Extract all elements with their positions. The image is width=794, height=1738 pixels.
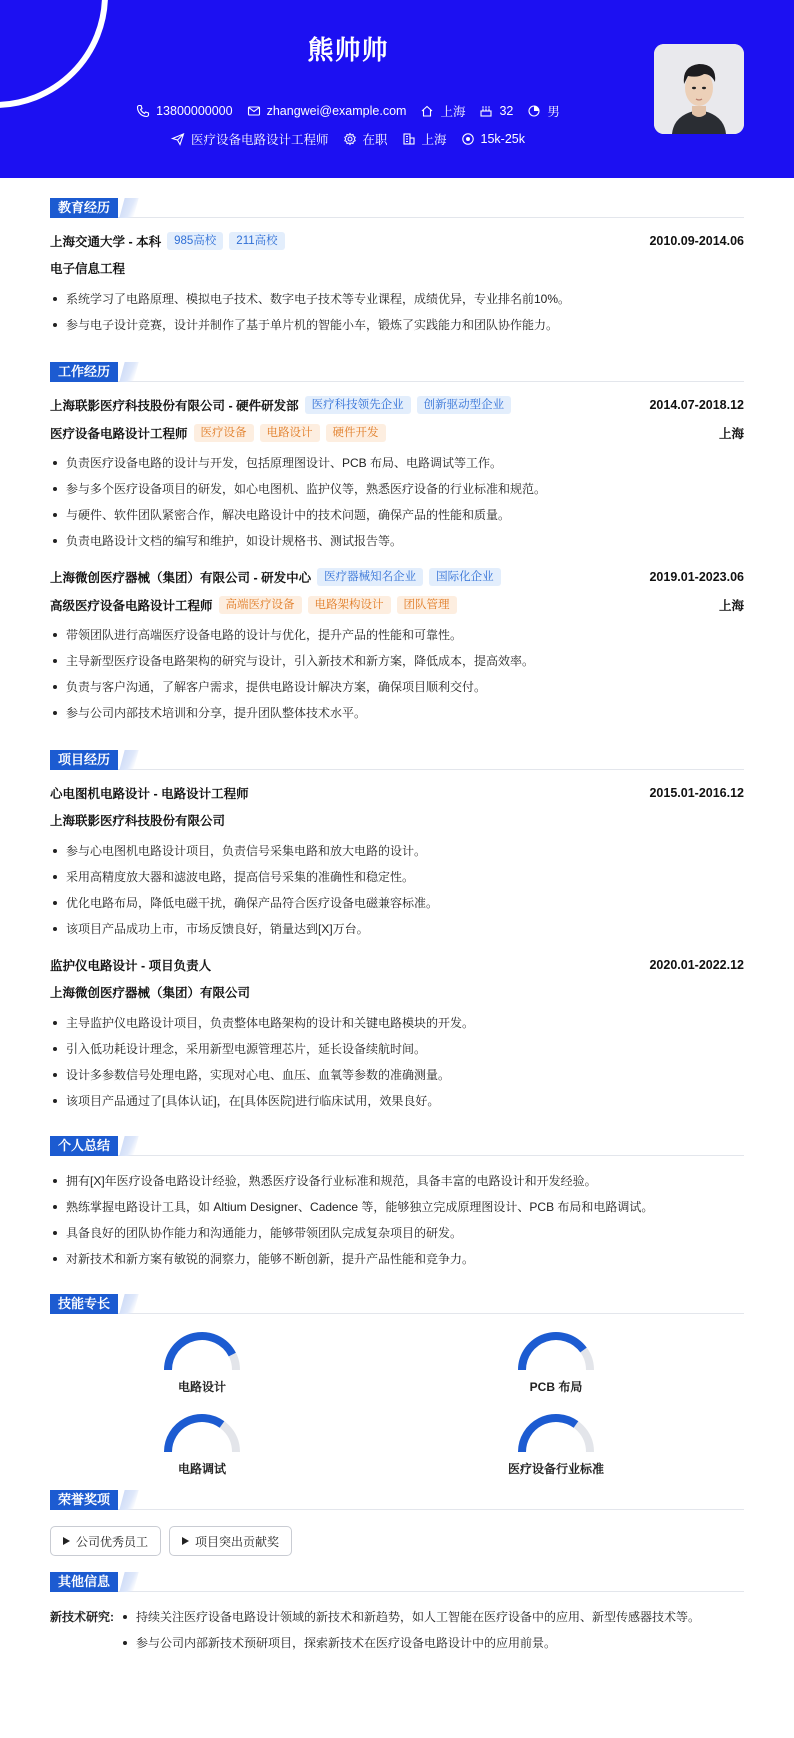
list-item: 引入低功耗设计理念，采用新型电源管理芯片，延长设备续航时间。 <box>50 1036 744 1062</box>
target-city-value: 上海 <box>421 133 447 147</box>
list-item: 主导新型医疗设备电路架构的研究与设计，引入新技术和新方案，降低成本，提高效率。 <box>50 648 744 674</box>
section-title: 其他信息 <box>50 1572 118 1592</box>
award-badge <box>50 1526 161 1556</box>
list-item: 主导监护仪电路设计项目，负责整体电路架构的设计和关键电路模块的开发。 <box>50 1010 744 1036</box>
award-badge <box>169 1526 292 1556</box>
coin-icon <box>461 132 475 146</box>
list-item: 带领团队进行高端医疗设备电路的设计与优化，提升产品的性能和可靠性。 <box>50 622 744 648</box>
status-info <box>343 130 388 148</box>
role-tag: 电路架构设计 <box>308 596 391 614</box>
projects-section-header <box>50 750 744 770</box>
company-name: 上海联影医疗科技股份有限公司 - 硬件研发部 <box>50 399 299 413</box>
job-location: 上海 <box>718 427 744 441</box>
other-section-header <box>50 1572 744 1592</box>
job-date: 2019.01-2023.06 <box>649 570 744 584</box>
company-tag: 国际化企业 <box>429 568 501 586</box>
avatar <box>654 44 744 134</box>
play-icon <box>63 1537 70 1545</box>
company-tag: 医疗器械知名企业 <box>317 568 423 586</box>
list-item: 该项目产品成功上市，市场反馈良好，销量达到[X]万台。 <box>50 916 744 942</box>
list-item: 参与心电图机电路设计项目，负责信号采集电路和放大电路的设计。 <box>50 838 744 864</box>
awards-section <box>50 1490 744 1556</box>
skill-label: 医疗设备行业标准 <box>507 1462 604 1476</box>
awards-section-header <box>50 1490 744 1510</box>
project-date: 2020.01-2022.12 <box>649 958 744 972</box>
job-bullets <box>50 622 744 726</box>
project-bullets <box>50 838 744 942</box>
job-location: 上海 <box>718 599 744 613</box>
summary-section <box>50 1136 744 1272</box>
award-label: 项目突出贡献奖 <box>195 1534 280 1549</box>
list-item: 参与公司内部新技术预研项目，探索新技术在医疗设备电路设计中的应用前景。 <box>120 1630 700 1656</box>
target-city-info <box>402 130 447 148</box>
other-bullets <box>120 1604 700 1656</box>
gender-value: 男 <box>547 105 560 119</box>
job-company-line <box>50 566 744 588</box>
major: 电子信息工程 <box>50 262 126 276</box>
work-section <box>50 362 744 726</box>
skill-gauge-fill <box>522 1418 576 1452</box>
list-item: 系统学习了电路原理、模拟电子技术、数字电子技术等专业课程，成绩优异，专业排名前10%。 <box>50 286 744 312</box>
job-role-line <box>50 594 744 616</box>
job-entry <box>50 566 744 726</box>
role-tag: 硬件开发 <box>326 424 386 442</box>
list-item: 拥有[X]年医疗设备电路设计经验，熟悉医疗设备行业标准和规范，具备丰富的电路设计和开发经验。 <box>50 1168 744 1194</box>
section-title: 项目经历 <box>50 750 118 770</box>
list-item: 负责电路设计文档的编写和维护，如设计规格书、测试报告等。 <box>50 528 744 554</box>
project-bullets <box>50 1010 744 1114</box>
section-title-tail <box>119 362 138 382</box>
section-title: 荣誉奖项 <box>50 1490 118 1510</box>
project-line <box>50 782 744 804</box>
other-section <box>50 1572 744 1656</box>
building-icon <box>402 132 416 146</box>
education-bullets <box>50 286 744 338</box>
skill-gauge <box>161 1330 243 1372</box>
skill-gauge <box>161 1412 243 1454</box>
salary-value: 15k-25k <box>480 132 526 146</box>
skill-item <box>456 1412 656 1477</box>
job-value: 医疗设备电路设计工程师 <box>190 133 329 147</box>
gender-icon <box>527 104 541 118</box>
list-item: 该项目产品通过了[具体认证]，在[具体医院]进行临床试用，效果良好。 <box>50 1088 744 1114</box>
school-name: 上海交通大学 - 本科 <box>50 235 162 249</box>
role-tag: 医疗设备 <box>194 424 254 442</box>
resume-content <box>50 178 744 1656</box>
section-title-tail <box>119 750 138 770</box>
mail-icon <box>247 104 261 118</box>
list-item: 优化电路布局，降低电磁干扰，确保产品符合医疗设备电磁兼容标准。 <box>50 890 744 916</box>
candidate-name: 熊帅帅 <box>307 35 389 65</box>
job-row <box>0 130 696 148</box>
company-name: 上海微创医疗器械（集团）有限公司 - 研发中心 <box>50 571 312 585</box>
project-date: 2015.01-2016.12 <box>649 786 744 800</box>
email-value: zhangwei@example.com <box>266 104 407 118</box>
list-item: 参与多个医疗设备项目的研发，如心电图机、监护仪等，熟悉医疗设备的行业标准和规范。 <box>50 476 744 502</box>
skill-item <box>102 1412 302 1477</box>
projects-section <box>50 750 744 1114</box>
section-title: 工作经历 <box>50 362 118 382</box>
list-item: 设计多参数信号处理电路，实现对心电、血压、血氧等参数的准确测量。 <box>50 1062 744 1088</box>
project-entry <box>50 782 744 942</box>
job-role: 高级医疗设备电路设计工程师 <box>50 599 213 613</box>
summary-bullets <box>50 1168 744 1272</box>
job-company-line <box>50 394 744 416</box>
list-item: 采用高精度放大器和滤波电路，提高信号采集的准确性和稳定性。 <box>50 864 744 890</box>
education-date: 2010.09-2014.06 <box>649 234 744 248</box>
section-title: 教育经历 <box>50 198 118 218</box>
company-tag: 医疗科技领先企业 <box>305 396 411 414</box>
job-bullets <box>50 450 744 554</box>
skill-gauge-fill <box>168 1418 222 1452</box>
email-info <box>247 104 407 118</box>
list-item: 负责与客户沟通，了解客户需求，提供电路设计解决方案，确保项目顺利交付。 <box>50 674 744 700</box>
salary-info <box>461 132 525 146</box>
phone-info <box>136 104 232 118</box>
awards-list <box>50 1522 744 1556</box>
job-date: 2014.07-2018.12 <box>649 398 744 412</box>
skill-item <box>456 1330 656 1395</box>
project-company: 上海联影医疗科技股份有限公司 <box>50 814 226 828</box>
list-item: 负责医疗设备电路的设计与开发，包括原理图设计、PCB 布局、电路调试等工作。 <box>50 450 744 476</box>
section-title-tail <box>119 1572 138 1592</box>
gear-icon <box>343 132 357 146</box>
contact-row <box>0 102 696 120</box>
skill-item <box>102 1330 302 1395</box>
skill-gauge <box>515 1412 597 1454</box>
section-title-tail <box>119 1136 138 1156</box>
education-section <box>50 198 744 338</box>
list-item: 参与电子设计竞赛，设计并制作了基于单片机的智能小车，锻炼了实践能力和团队协作能力。 <box>50 312 744 338</box>
phone-icon <box>136 104 150 118</box>
school-tag: 211高校 <box>229 232 284 250</box>
list-item: 熟练掌握电路设计工具，如 Altium Designer、Cadence 等，能够独立完成原理图设计、PCB 布局和电路调试。 <box>50 1194 744 1220</box>
role-tag: 电路设计 <box>260 424 320 442</box>
section-title: 技能专长 <box>50 1294 118 1314</box>
age-info <box>479 104 513 118</box>
job-info <box>171 130 329 148</box>
gender-info <box>527 102 560 120</box>
project-company: 上海微创医疗器械（集团）有限公司 <box>50 986 251 1000</box>
award-label: 公司优秀员工 <box>76 1534 149 1549</box>
status-value: 在职 <box>362 133 388 147</box>
cake-icon <box>479 104 493 118</box>
list-item: 与硬件、软件团队紧密合作，解决电路设计中的技术问题，确保产品的性能和质量。 <box>50 502 744 528</box>
project-entry <box>50 954 744 1114</box>
skills-section <box>50 1294 744 1496</box>
skill-gauge-fill <box>522 1336 584 1370</box>
education-line <box>50 230 744 252</box>
city-value: 上海 <box>440 105 466 119</box>
skill-gauge <box>515 1330 597 1372</box>
role-tag: 高端医疗设备 <box>219 596 302 614</box>
list-item: 持续关注医疗设备电路设计领域的新技术和新趋势，如人工智能在医疗设备中的应用、新型传感器技术等。 <box>120 1604 700 1630</box>
education-section-header <box>50 198 744 218</box>
section-title: 个人总结 <box>50 1136 118 1156</box>
age-value: 32 <box>499 104 514 118</box>
section-title-tail <box>119 1490 138 1510</box>
summary-section-header <box>50 1136 744 1156</box>
avatar-portrait-image <box>654 44 744 134</box>
list-item: 具备良好的团队协作能力和沟通能力，能够带领团队完成复杂项目的研发。 <box>50 1220 744 1246</box>
play-icon <box>182 1537 189 1545</box>
skill-label: 电路设计 <box>177 1380 226 1394</box>
list-item: 参与公司内部技术培训和分享，提升团队整体技术水平。 <box>50 700 744 726</box>
other-row <box>50 1604 744 1656</box>
resume-header <box>0 0 794 178</box>
section-title-tail <box>119 198 138 218</box>
skills-grid <box>50 1326 744 1496</box>
skills-section-header <box>50 1294 744 1314</box>
home-icon <box>420 104 434 118</box>
role-tag: 团队管理 <box>397 596 457 614</box>
skill-label: 电路调试 <box>177 1462 226 1476</box>
job-role-line <box>50 422 744 444</box>
city-info <box>420 102 465 120</box>
send-icon <box>171 132 185 146</box>
list-item: 对新技术和新方案有敏锐的洞察力，能够不断创新，提升产品性能和竞争力。 <box>50 1246 744 1272</box>
project-name: 心电图机电路设计 - 电路设计工程师 <box>50 787 249 801</box>
project-line <box>50 954 744 976</box>
company-tag: 创新驱动型企业 <box>417 396 512 414</box>
job-entry <box>50 394 744 554</box>
skill-label: PCB 布局 <box>529 1380 583 1394</box>
section-title-tail <box>119 1294 138 1314</box>
phone-value: 13800000000 <box>156 104 233 118</box>
job-role: 医疗设备电路设计工程师 <box>50 427 188 441</box>
project-name: 监护仪电路设计 - 项目负责人 <box>50 959 212 973</box>
skill-gauge-fill <box>168 1336 232 1370</box>
other-key: 新技术研究: <box>50 1610 114 1624</box>
school-tag: 985高校 <box>167 232 223 250</box>
work-section-header <box>50 362 744 382</box>
